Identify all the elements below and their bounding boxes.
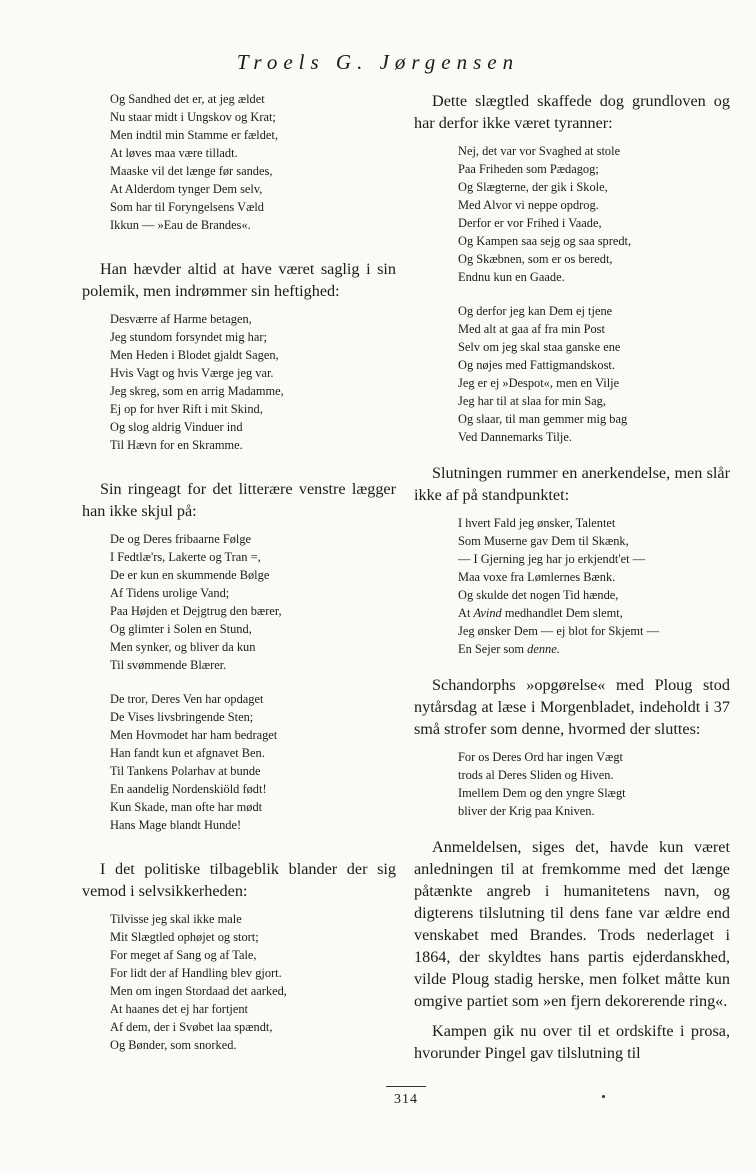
poem-line: Jeg stundom forsyndet mig har; xyxy=(110,330,267,344)
poem-line xyxy=(458,640,730,658)
poem-line: Og derfor jeg kan Dem ej tjene xyxy=(458,304,613,318)
left-column xyxy=(82,90,396,1054)
poem-line: At løves maa være tilladt. xyxy=(110,146,238,160)
poem-line: Maa voxe fra Lømlernes Bænk. xyxy=(458,570,616,584)
poem-line: Med alt at gaa af fra min Post xyxy=(458,322,605,336)
poem-line: Af Tidens urolige Vand; xyxy=(110,586,230,600)
poem-stanza xyxy=(414,514,730,658)
poem-line: Ikkun — »Eau de Brandes«. xyxy=(110,218,251,232)
poem-stanza xyxy=(414,302,730,446)
poem-line: Til Hævn for en Skramme. xyxy=(110,438,243,452)
poem-line: Maaske vil det længe før sandes, xyxy=(110,164,273,178)
poem-line: De tror, Deres Ven har opdaget xyxy=(110,692,264,706)
poem-line: Og slaar, til man gemmer mig bag xyxy=(458,412,628,426)
poem-line: Men synker, og bliver da kun xyxy=(110,640,256,654)
poem-line: De er kun en skummende Bølge xyxy=(110,568,270,582)
poem-line: For os Deres Ord har ingen Vægt xyxy=(458,750,623,764)
poem-line: I hvert Fald jeg ønsker, Talentet xyxy=(458,516,616,530)
poem-line: Ved Dannemarks Tilje. xyxy=(458,430,572,444)
poem-stanza xyxy=(414,142,730,286)
poem-stanza xyxy=(82,90,396,234)
poem-line-emphasis: denne. xyxy=(527,642,560,656)
poem-line: Hvis Vagt og hvis Værge jeg var. xyxy=(110,366,274,380)
poem-line: Ej op for hver Rift i mit Skind, xyxy=(110,402,263,416)
poem-line: Kun Skade, man ofte har mødt xyxy=(110,800,263,814)
poem-line: Nej, det var vor Svaghed at stole xyxy=(458,144,621,158)
poem-stanza xyxy=(414,748,730,820)
poem-line: Og Skæbnen, som er os beredt, xyxy=(458,252,613,266)
poem-line: Endnu kun en Gaade. xyxy=(458,270,565,284)
poem-line: At Alderdom tynger Dem selv, xyxy=(110,182,263,196)
poem-line: Mit Slægtled ophøjet og stort; xyxy=(110,930,259,944)
poem-line: Som Muserne gav Dem til Skænk, xyxy=(458,534,629,548)
poem-line: Og Kampen saa sejg og saa spredt, xyxy=(458,234,632,248)
prose-paragraph: Schandorphs »opgørelse« med Ploug stod nytårsdag at læse i Morgenbladet, indeholdt i 37 små strofer som denne, hvormed der sluttes: xyxy=(414,676,730,738)
poem-line: Jeg er ej »Despot«, men en Vilje xyxy=(458,376,620,390)
poem-line: Som har til Foryngelsens Væld xyxy=(110,200,264,214)
poem-line: Hans Mage blandt Hunde! xyxy=(110,818,242,832)
poem-line: Til svømmende Blærer. xyxy=(110,658,227,672)
poem-line: Til Tankens Polarhav at bunde xyxy=(110,764,261,778)
poem-line: Derfor er vor Frihed i Vaade, xyxy=(458,216,602,230)
poem-line: For meget af Sang og af Tale, xyxy=(110,948,257,962)
page-number-rule xyxy=(386,1086,426,1087)
poem-line: Tilvisse jeg skal ikke male xyxy=(110,912,242,926)
poem-line: For lidt der af Handling blev gjort. xyxy=(110,966,282,980)
poem-line: Men Hovmodet har ham bedraget xyxy=(110,728,278,742)
poem-line: Og glimter i Solen en Stund, xyxy=(110,622,252,636)
poem-line-part: At xyxy=(458,606,474,620)
poem-line: Selv om jeg skal staa ganske ene xyxy=(458,340,621,354)
poem-line: En aandelig Nordenskiöld født! xyxy=(110,782,267,796)
poem-line: Jeg ønsker Dem — ej blot for Skjemt — xyxy=(458,624,659,638)
poem-line: At haanes det ej har fortjent xyxy=(110,1002,248,1016)
poem-line: Nu staar midt i Ungskov og Krat; xyxy=(110,110,276,124)
poem-line: Men indtil min Stamme er fældet, xyxy=(110,128,278,142)
prose-paragraph: Slutningen rummer en anerkendelse, men slår ikke af på standpunktet: xyxy=(414,464,730,504)
running-header: Troels G. Jørgensen xyxy=(236,50,520,74)
poem-line: Paa Højden et Dejgtrug den bærer, xyxy=(110,604,282,618)
poem-line: Han fandt kun et afgnavet Ben. xyxy=(110,746,265,760)
poem-stanza xyxy=(82,310,396,454)
poem-stanza xyxy=(82,690,396,834)
poem-line: Jeg skreg, som en arrig Madamme, xyxy=(110,384,284,398)
poem-line: Men om ingen Stordaad det aarked, xyxy=(110,984,287,998)
prose-paragraph: Dette slægtled skaffede dog grundloven og har derfor ikke været tyranner: xyxy=(414,92,730,132)
page-number: 314 xyxy=(394,1092,418,1107)
poem-line-part: En Sejer som xyxy=(458,642,528,656)
poem-line: trods al Deres Sliden og Hiven. xyxy=(458,768,614,782)
poem-line: De Vises livsbringende Sten; xyxy=(110,710,254,724)
ink-speck xyxy=(602,1095,605,1098)
poem-line-emphasis: Avind xyxy=(473,606,502,620)
poem-line: — I Gjerning jeg har jo erkjendt'et — xyxy=(458,552,646,566)
poem-line xyxy=(458,604,730,622)
poem-line: Af dem, der i Svøbet laa spændt, xyxy=(110,1020,273,1034)
prose-paragraph: Sin ringeagt for det litterære venstre lægger han ikke skjul på: xyxy=(82,480,396,520)
poem-line: Og Bønder, som snorked. xyxy=(110,1038,237,1052)
poem-stanza xyxy=(82,530,396,674)
right-column xyxy=(414,90,730,1064)
poem-line: Paa Friheden som Pædagog; xyxy=(458,162,599,176)
poem-line: De og Deres fribaarne Følge xyxy=(110,532,252,546)
poem-line: Og Slægterne, der gik i Skole, xyxy=(458,180,608,194)
poem-line: Og nøjes med Fattigmandskost. xyxy=(458,358,615,372)
poem-line: Og skulde det nogen Tid hænde, xyxy=(458,588,619,602)
poem-line: Desværre af Harme betagen, xyxy=(110,312,252,326)
prose-paragraph: Kampen gik nu over til et ordskifte i prosa, hvorunder Pingel gav tilslutning til xyxy=(414,1022,730,1062)
prose-paragraph: I det politiske tilbageblik blander der sig vemod i selvsikkerheden: xyxy=(82,860,396,900)
poem-line: bliver der Krig paa Kniven. xyxy=(458,804,595,818)
poem-line: Med Alvor vi neppe opdrog. xyxy=(458,198,599,212)
poem-line: Men Heden i Blodet gjaldt Sagen, xyxy=(110,348,279,362)
poem-line: Imellem Dem og den yngre Slægt xyxy=(458,786,626,800)
prose-paragraph: Han hævder altid at have været saglig i sin polemik, men indrømmer sin heftighed: xyxy=(82,260,396,300)
poem-line: Og Sandhed det er, at jeg ældet xyxy=(110,92,265,106)
poem-line: I Fedtlæ'rs, Lakerte og Tran =, xyxy=(110,550,261,564)
poem-line: Jeg har til at slaa for min Sag, xyxy=(458,394,606,408)
poem-line: Og slog aldrig Vinduer ind xyxy=(110,420,243,434)
poem-stanza xyxy=(82,910,396,1054)
poem-line-part: medhandlet Dem slemt, xyxy=(501,606,623,620)
prose-paragraph: Anmeldelsen, siges det, havde kun været anledningen til at fremkomme med det længe påtænkte angreb i humanitetens navn, og digterens tilslutning til dens fane var ældre end venskabet med Brandes. Trods nederlaget i 1864, der skyldtes hans partis ejderdanskhed, vilde Ploug stadig herske, men folket måtte kun omgive partiet som »en fjern dekorerende ring«. xyxy=(414,838,730,1010)
